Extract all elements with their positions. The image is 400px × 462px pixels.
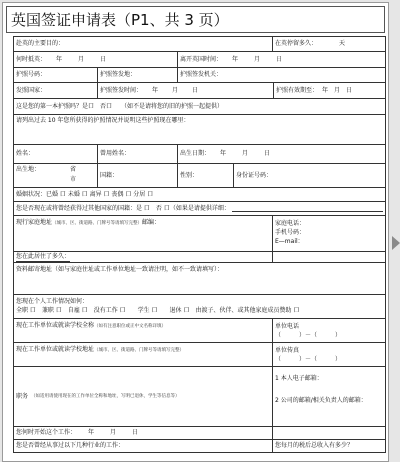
employer-name-label: 现在工作单位或就读学校全称 [16, 322, 95, 329]
arrival-year: 年 [56, 55, 63, 63]
residence-length-blank [273, 252, 385, 262]
employment-options: 全职 口 兼职 口 自雇 口 没有工作 口 学生 口 退休 口 由渡子、伙伴、或其他家庭成员赞助 口 [16, 307, 300, 314]
income-field[interactable]: 您每月的税后总收入有多少？ [275, 442, 354, 449]
start-year: 年 [88, 429, 95, 436]
row-first-passport [14, 99, 385, 115]
contact-field[interactable] [273, 216, 385, 251]
dob-month: 月 [242, 150, 249, 157]
birthplace-label: 出生地： [16, 166, 41, 173]
row-nationality-other [14, 202, 385, 216]
issue-time-field[interactable] [98, 83, 274, 98]
row-name [14, 145, 385, 164]
residence-length-label: 您在此居住了多久： [16, 252, 71, 260]
row-mailing [14, 263, 385, 295]
employer-tel-format: （ ）－（ ） [275, 332, 342, 339]
dob-label: 出生日期： [180, 150, 211, 157]
employer-tel-field[interactable] [273, 319, 385, 342]
employer-fax-field[interactable] [273, 343, 385, 366]
nationality-field[interactable]: 国籍： [98, 164, 178, 187]
departure-month: 月 [254, 55, 261, 63]
employer-name-note: （如有注意职位或正中文名称详填） [94, 324, 167, 329]
stay-label: 在英停留多久： [275, 40, 318, 47]
other-nationality-label: 您是否现在或将曾经获得过其他国家的国籍：是 口 否 口（如果是请提供详细： [16, 204, 230, 212]
form-sheet [2, 2, 389, 462]
row-birthplace [14, 164, 385, 188]
passport-history-field[interactable]: 请列出过去 10 年您所获得的护照情况并说明这些护照现在哪里： [16, 117, 190, 124]
mailing-address-field[interactable]: 资料邮寄地址（如与家庭住址或工作单位地址一致请注明，如不一致请填写）： [16, 266, 224, 273]
start-date-label: 您何时开始这个工作： [16, 429, 77, 436]
row-employer-address [14, 343, 385, 367]
position-label: 职务 [16, 392, 29, 400]
home-address-label: 现行家庭地址 [16, 219, 53, 226]
expiry-field[interactable] [274, 83, 385, 98]
start-month: 月 [110, 429, 117, 436]
issued-by-field[interactable]: 护照签发机关： [180, 71, 223, 78]
sex-field[interactable]: 性别： [178, 164, 234, 187]
employer-address-label: 现在工作单位或就读学校地址 [16, 346, 95, 353]
position-field[interactable] [14, 367, 273, 426]
home-tel-label: 家庭电话： [275, 220, 306, 227]
purpose-field[interactable]: 赴英的主要目的： [14, 37, 273, 51]
row-purpose [14, 37, 385, 52]
other-nationality-line [232, 205, 383, 212]
residence-length-field[interactable] [14, 252, 273, 262]
employer-name-field[interactable] [14, 319, 273, 342]
expiry-day: 日 [346, 86, 353, 94]
issue-time-label: 护照签发时间： [100, 86, 143, 94]
form-table [13, 36, 386, 453]
title-box [6, 6, 385, 33]
issue-country-field[interactable]: 发照国家： [14, 83, 98, 98]
dob-day: 日 [264, 150, 271, 157]
position-note: （如适用请使用现在的工作单位全称和地址，写明已退休，学生等信息等） [31, 393, 180, 399]
first-passport-question[interactable]: 这是您的第一本护照吗？是口 否口 （如不是请将您的旧的护照一起提供） [16, 102, 224, 110]
row-residence-length [14, 252, 385, 263]
former-name-field[interactable]: 曾用姓名： [98, 145, 178, 163]
row-address [14, 216, 385, 252]
row-industry [14, 440, 385, 453]
issue-year: 年 [152, 86, 159, 94]
id-number-field[interactable]: 身份证号码： [236, 171, 273, 179]
home-address-field[interactable] [14, 216, 273, 251]
arrival-month: 月 [78, 55, 85, 63]
employment-question: 您现在个人工作情况如何： [16, 298, 89, 305]
birthplace-city: 市 [70, 176, 77, 183]
employer-address-field[interactable] [14, 343, 273, 366]
name-field[interactable]: 姓名： [14, 145, 98, 163]
passport-no-field[interactable]: 护照号码： [14, 68, 98, 82]
employment-status-field[interactable] [14, 295, 385, 318]
departure-day: 日 [276, 55, 283, 63]
row-employer [14, 319, 385, 343]
departure-year: 年 [232, 55, 239, 63]
start-date-blank [273, 427, 385, 439]
home-address-note: （城市、区、街道路、门牌号等请填写完整） [52, 221, 143, 226]
personal-email-label: 1 本人电子邮箱： [275, 375, 323, 382]
industry-field[interactable]: 您是否曾经从事过以下几种行业的工作： [14, 440, 273, 452]
employer-tel-label: 单位电话 [275, 323, 300, 330]
expiry-label: 护照有效期至： [276, 86, 319, 94]
mobile-label: 手机号码： [275, 229, 306, 236]
arrival-field[interactable] [14, 52, 178, 67]
row-dates [14, 52, 385, 68]
other-nationality-field[interactable] [14, 202, 385, 215]
row-employment [14, 295, 385, 319]
arrival-day: 日 [100, 55, 107, 63]
start-day: 日 [132, 429, 139, 436]
stay-field[interactable] [273, 37, 385, 51]
employer-fax-label: 单位传真 [275, 347, 300, 354]
birthplace-field[interactable] [14, 164, 98, 187]
company-email-label: 2 公司的邮箱/相关负责人的邮箱： [275, 397, 367, 404]
dob-field[interactable] [178, 145, 385, 163]
form-title: 英国签证申请表（P1、共 3 页） [11, 11, 229, 29]
expiry-month: 月 [334, 86, 341, 94]
issue-month: 月 [172, 86, 179, 94]
issue-day: 日 [192, 86, 199, 94]
departure-label: 离开英国时间： [180, 55, 223, 63]
row-passport-history [14, 115, 385, 145]
arrival-label: 何时抵英： [16, 55, 47, 63]
marital-status-field[interactable]: 婚姻状况：已婚 口 未婚 口 离异 口 丧偶 口 分居 口 [16, 190, 154, 198]
employer-address-note: （城市、区、街道路、门牌号等请填写完整） [94, 348, 185, 353]
row-start-date [14, 427, 385, 440]
stay-unit: 天 [339, 40, 346, 47]
departure-field[interactable] [178, 52, 385, 67]
row-issue [14, 83, 385, 99]
issue-place-field[interactable]: 护照签发地： [98, 68, 178, 82]
row-position [14, 367, 385, 427]
row-marital [14, 188, 385, 202]
dob-year: 年 [220, 150, 227, 157]
birthplace-province: 省 [70, 166, 77, 173]
row-passport [14, 68, 385, 83]
email-contact-field[interactable] [273, 367, 385, 426]
page-scroll-arrow-icon[interactable] [392, 236, 400, 250]
expiry-year: 年 [322, 86, 329, 94]
email-label: E—mail： [275, 238, 304, 245]
postcode-label: 邮编： [142, 219, 161, 226]
employer-fax-format: （ ）－（ ） [275, 356, 342, 363]
start-date-field[interactable] [14, 427, 273, 439]
